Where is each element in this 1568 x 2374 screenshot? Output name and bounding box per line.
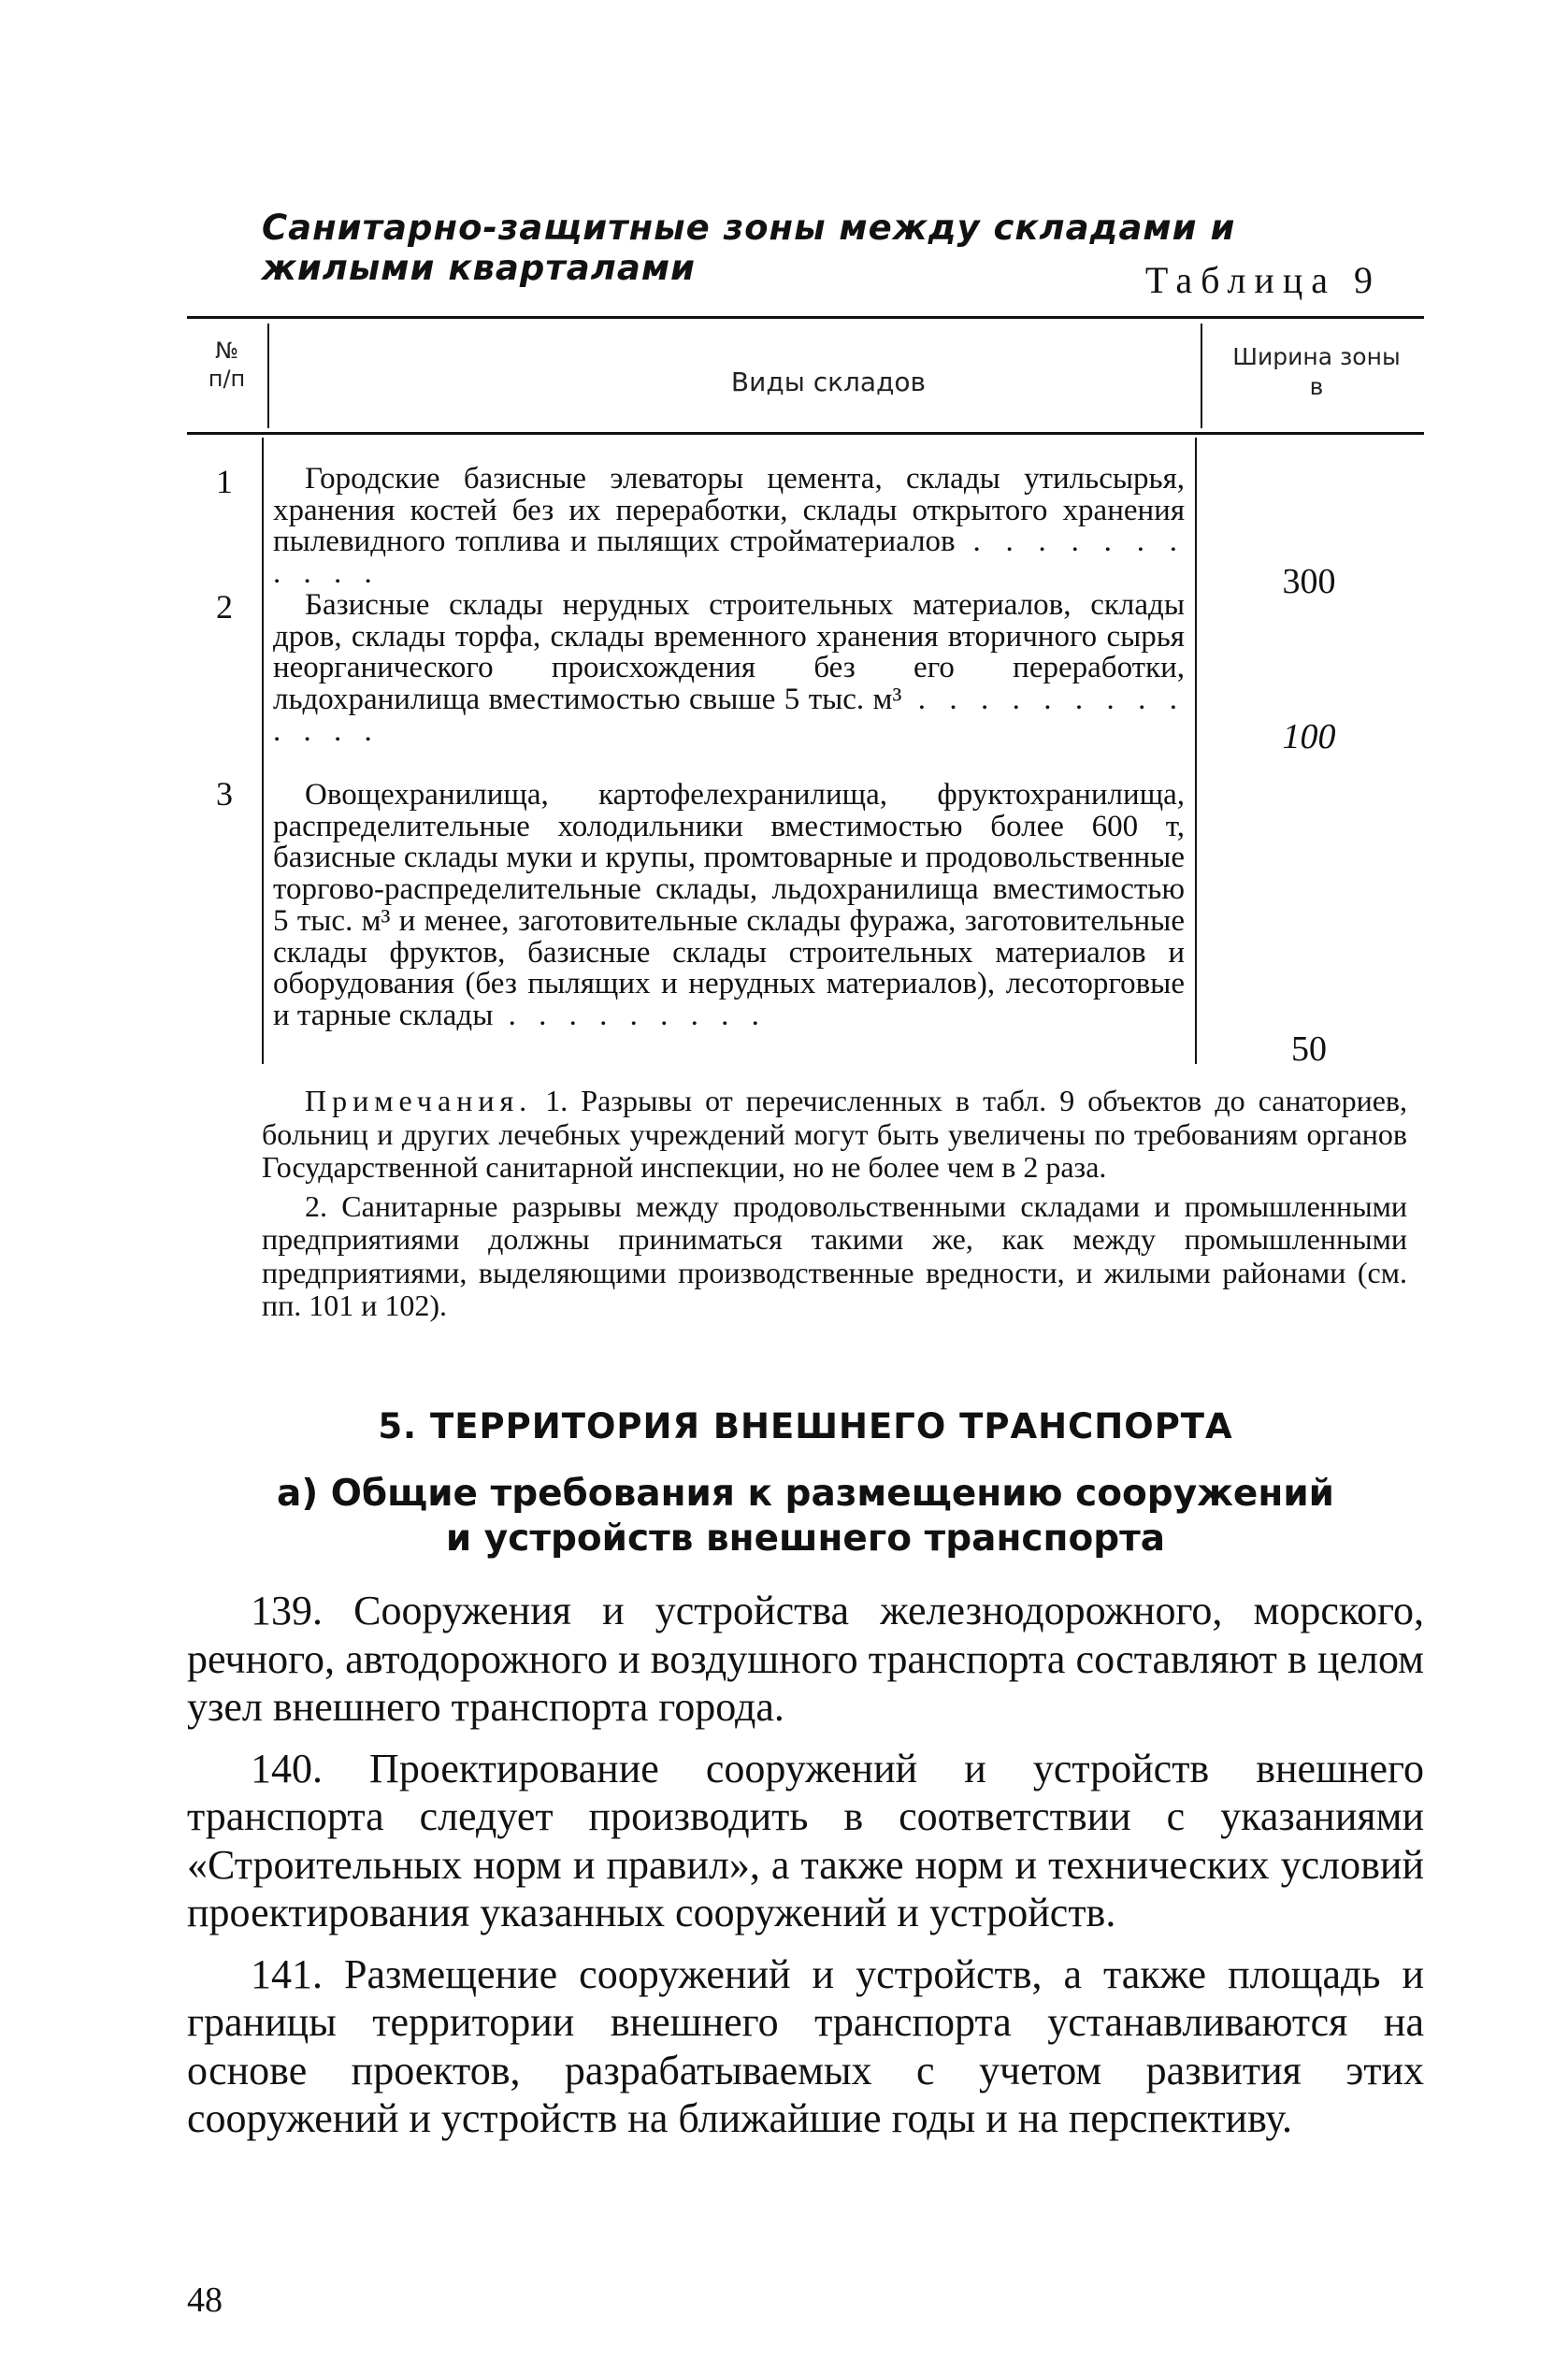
notes-label: Примечания.	[305, 1084, 533, 1117]
body-divider-2	[1195, 438, 1197, 1064]
row-2-leader-dots: . . . . . . . . . . . . .	[273, 683, 1186, 748]
row-1-text	[273, 464, 1185, 590]
body-text	[187, 1587, 1424, 2156]
warehouse-zones-table	[187, 316, 1424, 1069]
paragraph-141: 141. Размещение сооружений и устройств, а также площадь и границы территории внешнего транспорта устанавливаются на основе проектов, разрабатываемых с учетом развития этих сооружений и устройств на ближайшие годы и на перспективу.	[187, 1950, 1424, 2141]
header-width-line1: Ширина зоны	[1232, 343, 1401, 370]
row-2-description: Базисные склады нерудных строительных материалов, склады дров, склады торфа, склады временного хранения вторичного сырья неорганического происхождения без его переработки, льдохранилища вместимостью свыше 5 тыс. м³	[273, 588, 1185, 717]
row-3-description: Овощехранилища, картофелехранилища, фруктохранилища, распределительные холодильники вместимостью более 600 т, базисные склады муки и крупы, промтоварные и продовольственные торгово-распределительные склады, льдохранилища вместимостью 5 тыс. м³ и менее, заготовительные склады фуража, заготовительные склады фруктов, базисные склады строительных материалов и оборудования (без пылящих и нерудных материалов), лесоторговые и тарные склады	[273, 778, 1185, 1032]
row-3-text	[273, 780, 1185, 1032]
row-1-leader-dots: . . . . . . . . . . .	[273, 525, 1185, 591]
row-1-description: Городские базисные элеваторы цемента, склады утильсырья, хранения костей без их переработки, склады открытого хранения пылевидного топлива и пылящих стройматериалов	[273, 462, 1185, 559]
table-notes	[262, 1085, 1407, 1329]
header-warehouse-kind: Виды складов	[730, 367, 927, 397]
subsection-title-line1: а) Общие требования к размещению сооружений	[277, 1473, 1334, 1515]
subsection-title	[187, 1472, 1424, 1561]
header-width-line2: в	[1309, 373, 1324, 400]
row-2-text	[273, 590, 1185, 748]
row-3-width: 50	[1291, 1029, 1327, 1069]
row-3-number: 3	[216, 775, 233, 813]
header-number	[187, 337, 266, 393]
paragraph-140: 140. Проектирование сооружений и устройств внешнего транспорта следует производить в соответствии с указаниями «Строительных норм и правил», а также норм и технических условий проектирования указанных сооружений и устройств.	[187, 1745, 1424, 1935]
row-3-leader-dots: . . . . . . . . .	[493, 998, 767, 1032]
header-divider-1	[267, 324, 269, 428]
row-2-width: 100	[1282, 717, 1336, 756]
note-2: 2. Санитарные разрывы между продовольственными складами и промышленными предприятиями должны приниматься такими же, как между промышленными предприятиями, выделяющими производственные вредности, и жилыми районами (см. пп. 101 и 102).	[262, 1188, 1407, 1322]
table-title: Санитарно-защитные зоны между складами и жилыми кварталами	[262, 208, 1236, 288]
header-zone-width	[1204, 342, 1429, 402]
note-1-text: 1. Разрывы от перечисленных в табл. 9 объектов до санаториев, больниц и других лечебных учреждений могут быть увеличены по требованиям органов Государственной санитарной инспекции, но не более чем в 2 раза.	[262, 1084, 1408, 1184]
row-1-number: 1	[216, 463, 233, 500]
section-title: 5. ТЕРРИТОРИЯ ВНЕШНЕГО ТРАНСПОРТА	[378, 1406, 1233, 1446]
note-1	[262, 1085, 1407, 1185]
table-header-rule	[187, 432, 1424, 435]
subsection-title-line2: и устройств внешнего транспорта	[445, 1518, 1166, 1560]
row-2-number: 2	[216, 588, 233, 626]
row-1-width: 300	[1282, 562, 1336, 601]
paragraph-139: 139. Сооружения и устройства железнодорожного, морского, речного, автодорожного и воздушного транспорта составляют в целом узел внешнего транспорта города.	[187, 1588, 1424, 1730]
table-label: Таблица 9	[1144, 259, 1381, 301]
table-top-rule	[187, 316, 1424, 319]
page-number: 48	[187, 2280, 223, 2320]
header-number-line1: №	[215, 338, 238, 364]
body-divider-1	[262, 438, 264, 1064]
header-number-line2: п/п	[208, 366, 246, 392]
